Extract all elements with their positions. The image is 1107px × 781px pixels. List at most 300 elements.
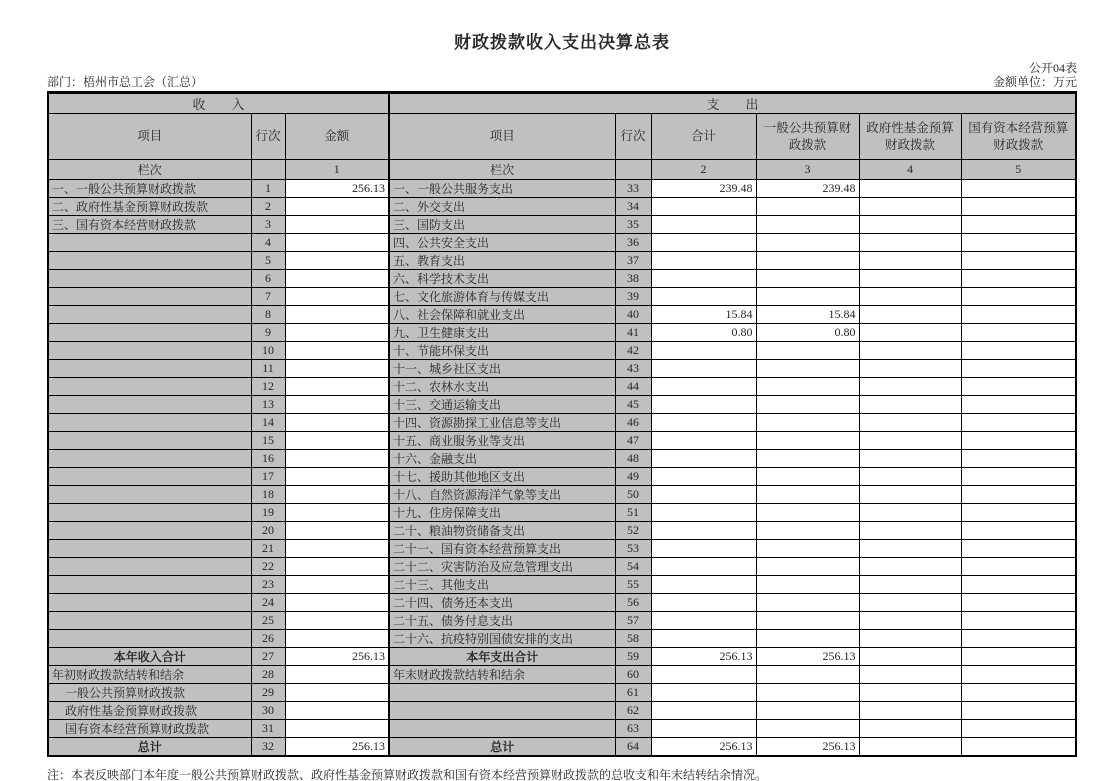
income-item-cell xyxy=(48,234,251,252)
income-amount-cell xyxy=(285,324,389,342)
expense-total-cell xyxy=(651,486,756,504)
expense-item-header: 项目 xyxy=(389,114,615,160)
expense-total-cell xyxy=(651,198,756,216)
expense-item-cell: 二十一、国有资本经营预算支出 xyxy=(389,540,615,558)
expense-general-budget-cell xyxy=(756,720,859,738)
column-header-row xyxy=(48,114,1076,160)
table-note: 注：本表反映部门本年度一般公共预算财政拨款、政府性基金预算财政拨款和国有资本经营预算财政拨款的总收支和年末结转结余情况。 xyxy=(47,768,768,781)
income-item-cell xyxy=(48,270,251,288)
expense-lanci-col4: 4 xyxy=(859,160,961,180)
expense-item-cell: 十七、援助其他地区支出 xyxy=(389,468,615,486)
meta-row xyxy=(47,75,1077,92)
expense-general-budget-cell xyxy=(756,234,859,252)
income-rowno-cell: 5 xyxy=(251,252,285,270)
expense-general-budget-header: 一般公共预算财政拨款 xyxy=(756,114,859,160)
expense-rowno-cell: 35 xyxy=(615,216,651,234)
expense-gov-fund-cell xyxy=(859,468,961,486)
expense-general-budget-cell xyxy=(756,288,859,306)
table-row xyxy=(48,378,1076,396)
income-item-cell: 政府性基金预算财政拨款 xyxy=(48,702,251,720)
income-amount-cell xyxy=(285,450,389,468)
expense-rowno-cell: 52 xyxy=(615,522,651,540)
income-item-header: 项目 xyxy=(48,114,251,160)
table-row xyxy=(48,342,1076,360)
income-rowno-header: 行次 xyxy=(251,114,285,160)
expense-gov-fund-cell xyxy=(859,504,961,522)
income-rowno-cell: 1 xyxy=(251,180,285,198)
expense-total-cell xyxy=(651,378,756,396)
income-item-cell: 国有资本经营预算财政拨款 xyxy=(48,720,251,738)
expense-state-capital-cell xyxy=(961,630,1076,648)
income-item-cell xyxy=(48,324,251,342)
expense-general-budget-cell xyxy=(756,468,859,486)
expense-gov-fund-cell xyxy=(859,486,961,504)
table-row xyxy=(48,720,1076,738)
income-amount-cell xyxy=(285,540,389,558)
expense-gov-fund-cell xyxy=(859,342,961,360)
expense-rowno-header: 行次 xyxy=(615,114,651,160)
expense-state-capital-cell xyxy=(961,684,1076,702)
expense-total-cell xyxy=(651,576,756,594)
income-item-cell xyxy=(48,630,251,648)
income-amount-cell xyxy=(285,702,389,720)
income-amount-cell xyxy=(285,612,389,630)
income-item-cell xyxy=(48,612,251,630)
expense-total-cell xyxy=(651,414,756,432)
expense-gov-fund-cell xyxy=(859,522,961,540)
expense-rowno-cell: 53 xyxy=(615,540,651,558)
income-rowno-cell: 24 xyxy=(251,594,285,612)
expense-rowno-cell: 40 xyxy=(615,306,651,324)
expense-state-capital-cell xyxy=(961,558,1076,576)
expense-gov-fund-cell xyxy=(859,270,961,288)
income-amount-cell xyxy=(285,198,389,216)
table-row xyxy=(48,468,1076,486)
income-rowno-cell: 27 xyxy=(251,648,285,666)
expense-total-cell xyxy=(651,396,756,414)
income-amount-cell xyxy=(285,216,389,234)
income-rowno-cell: 4 xyxy=(251,234,285,252)
table-row xyxy=(48,432,1076,450)
expense-rowno-cell: 54 xyxy=(615,558,651,576)
expense-rowno-cell: 62 xyxy=(615,702,651,720)
expense-item-cell: 十六、金融支出 xyxy=(389,450,615,468)
expense-state-capital-cell xyxy=(961,594,1076,612)
income-item-cell xyxy=(48,540,251,558)
expense-general-budget-cell xyxy=(756,432,859,450)
expense-item-cell: 五、教育支出 xyxy=(389,252,615,270)
expense-general-budget-cell xyxy=(756,630,859,648)
expense-general-budget-cell: 256.13 xyxy=(756,738,859,757)
expense-item-cell: 十、节能环保支出 xyxy=(389,342,615,360)
table-row xyxy=(48,414,1076,432)
income-rowno-cell: 15 xyxy=(251,432,285,450)
expense-item-cell: 二十二、灾害防治及应急管理支出 xyxy=(389,558,615,576)
income-rowno-cell: 20 xyxy=(251,522,285,540)
income-lanci-rowno xyxy=(251,160,285,180)
expense-gov-fund-cell xyxy=(859,432,961,450)
expense-item-cell: 二十六、抗疫特别国债安排的支出 xyxy=(389,630,615,648)
expense-general-budget-cell xyxy=(756,198,859,216)
expense-item-cell: 四、公共安全支出 xyxy=(389,234,615,252)
expense-item-cell: 一、一般公共服务支出 xyxy=(389,180,615,198)
income-amount-cell xyxy=(285,594,389,612)
table-row xyxy=(48,396,1076,414)
income-item-cell xyxy=(48,288,251,306)
expense-general-budget-cell xyxy=(756,270,859,288)
expense-gov-fund-cell xyxy=(859,180,961,198)
income-amount-cell xyxy=(285,486,389,504)
table-row xyxy=(48,702,1076,720)
expense-gov-fund-cell xyxy=(859,612,961,630)
expense-item-cell xyxy=(389,720,615,738)
expense-state-capital-cell xyxy=(961,234,1076,252)
expense-state-capital-cell xyxy=(961,612,1076,630)
income-rowno-cell: 28 xyxy=(251,666,285,684)
table-row xyxy=(48,684,1076,702)
expense-total-cell: 256.13 xyxy=(651,738,756,757)
income-rowno-cell: 2 xyxy=(251,198,285,216)
income-amount-cell xyxy=(285,558,389,576)
expense-total-cell xyxy=(651,504,756,522)
expense-state-capital-cell xyxy=(961,378,1076,396)
income-rowno-cell: 14 xyxy=(251,414,285,432)
expense-lanci-col2: 2 xyxy=(651,160,756,180)
expense-total-cell xyxy=(651,522,756,540)
income-rowno-cell: 22 xyxy=(251,558,285,576)
income-amount-header: 金额 xyxy=(285,114,389,160)
income-rowno-cell: 21 xyxy=(251,540,285,558)
expense-rowno-cell: 59 xyxy=(615,648,651,666)
income-item-cell xyxy=(48,594,251,612)
expense-item-cell: 二十三、其他支出 xyxy=(389,576,615,594)
table-row xyxy=(48,522,1076,540)
income-lanci-col1: 1 xyxy=(285,160,389,180)
expense-total-cell xyxy=(651,234,756,252)
table-row xyxy=(48,630,1076,648)
expense-general-budget-cell xyxy=(756,378,859,396)
expense-total-cell xyxy=(651,288,756,306)
expense-gov-fund-cell xyxy=(859,594,961,612)
table-row xyxy=(48,558,1076,576)
income-item-cell: 一般公共预算财政拨款 xyxy=(48,684,251,702)
expense-state-capital-cell xyxy=(961,270,1076,288)
expense-gov-fund-cell xyxy=(859,720,961,738)
expense-general-budget-cell xyxy=(756,216,859,234)
income-rowno-cell: 31 xyxy=(251,720,285,738)
income-amount-cell xyxy=(285,378,389,396)
expense-item-cell: 二十、粮油物资储备支出 xyxy=(389,522,615,540)
expense-gov-fund-cell xyxy=(859,216,961,234)
expense-gov-fund-cell xyxy=(859,576,961,594)
expense-rowno-cell: 47 xyxy=(615,432,651,450)
income-item-cell xyxy=(48,432,251,450)
expense-general-budget-cell xyxy=(756,450,859,468)
expense-general-budget-cell xyxy=(756,504,859,522)
expense-item-cell: 十三、交通运输支出 xyxy=(389,396,615,414)
income-amount-cell: 256.13 xyxy=(285,738,389,757)
expense-total-cell xyxy=(651,468,756,486)
income-rowno-cell: 13 xyxy=(251,396,285,414)
expense-rowno-cell: 60 xyxy=(615,666,651,684)
income-item-cell xyxy=(48,414,251,432)
expense-general-budget-cell xyxy=(756,576,859,594)
expense-item-cell: 本年支出合计 xyxy=(389,648,615,666)
expense-general-budget-cell xyxy=(756,594,859,612)
expense-item-cell: 二十四、债务还本支出 xyxy=(389,594,615,612)
expense-item-cell: 二十五、债务付息支出 xyxy=(389,612,615,630)
expense-total-cell xyxy=(651,594,756,612)
expense-gov-fund-cell xyxy=(859,288,961,306)
expense-gov-fund-cell xyxy=(859,540,961,558)
income-amount-cell xyxy=(285,432,389,450)
expense-rowno-cell: 36 xyxy=(615,234,651,252)
expense-lanci-col3: 3 xyxy=(756,160,859,180)
expense-item-cell: 三、国防支出 xyxy=(389,216,615,234)
expense-total-cell xyxy=(651,684,756,702)
table-row xyxy=(48,180,1076,198)
expense-rowno-cell: 57 xyxy=(615,612,651,630)
expense-state-capital-cell xyxy=(961,666,1076,684)
income-amount-cell xyxy=(285,342,389,360)
expense-state-capital-cell xyxy=(961,216,1076,234)
income-rowno-cell: 32 xyxy=(251,738,285,757)
expense-gov-fund-cell xyxy=(859,234,961,252)
income-item-cell: 本年收入合计 xyxy=(48,648,251,666)
expense-total-cell xyxy=(651,666,756,684)
expense-state-capital-cell xyxy=(961,360,1076,378)
expense-general-budget-cell xyxy=(756,360,859,378)
table-row xyxy=(48,450,1076,468)
income-item-cell xyxy=(48,378,251,396)
expense-general-budget-cell xyxy=(756,342,859,360)
page-title: 财政拨款收入支出决算总表 xyxy=(454,33,670,52)
expense-state-capital-cell xyxy=(961,504,1076,522)
expense-item-cell: 十八、自然资源海洋气象等支出 xyxy=(389,486,615,504)
table-row xyxy=(48,252,1076,270)
expense-total-cell xyxy=(651,252,756,270)
income-item-cell: 二、政府性基金预算财政拨款 xyxy=(48,198,251,216)
expense-rowno-cell: 56 xyxy=(615,594,651,612)
expense-total-cell xyxy=(651,612,756,630)
expense-total-cell xyxy=(651,342,756,360)
table-row xyxy=(48,504,1076,522)
table-row xyxy=(48,198,1076,216)
expense-general-budget-cell: 256.13 xyxy=(756,648,859,666)
expense-general-budget-cell: 15.84 xyxy=(756,306,859,324)
expense-item-cell xyxy=(389,702,615,720)
income-rowno-cell: 30 xyxy=(251,702,285,720)
expense-state-capital-cell xyxy=(961,324,1076,342)
income-amount-cell xyxy=(285,252,389,270)
expense-gov-fund-cell xyxy=(859,306,961,324)
income-item-cell xyxy=(48,486,251,504)
income-rowno-cell: 11 xyxy=(251,360,285,378)
expense-state-capital-cell xyxy=(961,486,1076,504)
income-item-cell: 总计 xyxy=(48,738,251,757)
income-amount-cell xyxy=(285,270,389,288)
table-row xyxy=(48,360,1076,378)
expense-lanci-col5: 5 xyxy=(961,160,1076,180)
expense-rowno-cell: 55 xyxy=(615,576,651,594)
income-amount-cell xyxy=(285,522,389,540)
expense-general-budget-cell xyxy=(756,396,859,414)
expense-rowno-cell: 49 xyxy=(615,468,651,486)
income-item-cell: 三、国有资本经营财政拨款 xyxy=(48,216,251,234)
expense-state-capital-cell xyxy=(961,396,1076,414)
income-item-cell xyxy=(48,306,251,324)
expense-gov-fund-cell xyxy=(859,378,961,396)
expense-total-cell xyxy=(651,630,756,648)
expense-item-cell: 六、科学技术支出 xyxy=(389,270,615,288)
expense-total-cell: 239.48 xyxy=(651,180,756,198)
income-amount-cell xyxy=(285,360,389,378)
expense-gov-fund-cell xyxy=(859,450,961,468)
income-item-cell xyxy=(48,450,251,468)
expense-rowno-cell: 64 xyxy=(615,738,651,757)
expense-state-capital-cell xyxy=(961,252,1076,270)
expense-gov-fund-cell xyxy=(859,648,961,666)
expense-total-cell xyxy=(651,702,756,720)
expense-rowno-cell: 44 xyxy=(615,378,651,396)
expense-total-cell xyxy=(651,558,756,576)
income-item-cell xyxy=(48,468,251,486)
expense-rowno-cell: 48 xyxy=(615,450,651,468)
income-item-cell xyxy=(48,252,251,270)
expense-rowno-cell: 43 xyxy=(615,360,651,378)
expense-state-capital-cell xyxy=(961,450,1076,468)
expense-rowno-cell: 41 xyxy=(615,324,651,342)
table-row xyxy=(48,738,1076,757)
expense-gov-fund-header: 政府性基金预算财政拨款 xyxy=(859,114,961,160)
income-rowno-cell: 18 xyxy=(251,486,285,504)
income-rowno-cell: 26 xyxy=(251,630,285,648)
expense-state-capital-cell xyxy=(961,288,1076,306)
expense-item-cell: 十一、城乡社区支出 xyxy=(389,360,615,378)
expense-general-budget-cell xyxy=(756,612,859,630)
expense-lanci-label: 栏次 xyxy=(389,160,615,180)
expense-rowno-cell: 63 xyxy=(615,720,651,738)
unit-label: 金额单位：万元 xyxy=(992,75,1077,89)
income-amount-cell: 256.13 xyxy=(285,648,389,666)
income-amount-cell xyxy=(285,306,389,324)
expense-rowno-cell: 42 xyxy=(615,342,651,360)
table-row xyxy=(48,540,1076,558)
fiscal-summary-table xyxy=(47,92,1077,757)
income-amount-cell xyxy=(285,666,389,684)
expense-item-cell: 七、文化旅游体育与传媒支出 xyxy=(389,288,615,306)
expense-general-budget-cell xyxy=(756,558,859,576)
income-rowno-cell: 19 xyxy=(251,504,285,522)
expense-rowno-cell: 46 xyxy=(615,414,651,432)
table-row xyxy=(48,324,1076,342)
income-amount-cell xyxy=(285,504,389,522)
expense-general-budget-cell xyxy=(756,540,859,558)
expense-item-cell: 八、社会保障和就业支出 xyxy=(389,306,615,324)
table-row xyxy=(48,666,1076,684)
expense-gov-fund-cell xyxy=(859,666,961,684)
table-row xyxy=(48,288,1076,306)
expense-general-budget-cell xyxy=(756,414,859,432)
expense-item-cell: 总计 xyxy=(389,738,615,757)
expense-gov-fund-cell xyxy=(859,738,961,757)
income-rowno-cell: 16 xyxy=(251,450,285,468)
expense-rowno-cell: 50 xyxy=(615,486,651,504)
income-amount-cell xyxy=(285,414,389,432)
expense-state-capital-cell xyxy=(961,540,1076,558)
report-sheet xyxy=(47,32,1077,781)
column-index-row xyxy=(48,160,1076,180)
expense-item-cell: 二、外交支出 xyxy=(389,198,615,216)
expense-general-budget-cell: 239.48 xyxy=(756,180,859,198)
income-rowno-cell: 12 xyxy=(251,378,285,396)
income-item-cell xyxy=(48,522,251,540)
expense-state-capital-cell xyxy=(961,198,1076,216)
income-rowno-cell: 25 xyxy=(251,612,285,630)
income-item-cell: 年初财政拨款结转和结余 xyxy=(48,666,251,684)
expense-total-cell xyxy=(651,360,756,378)
expense-rowno-cell: 61 xyxy=(615,684,651,702)
expense-gov-fund-cell xyxy=(859,198,961,216)
expense-state-capital-cell xyxy=(961,432,1076,450)
expense-state-capital-cell xyxy=(961,576,1076,594)
expense-rowno-cell: 37 xyxy=(615,252,651,270)
table-body xyxy=(48,180,1076,757)
expense-item-cell: 十九、住房保障支出 xyxy=(389,504,615,522)
expense-state-capital-cell xyxy=(961,468,1076,486)
table-row xyxy=(48,270,1076,288)
table-row xyxy=(48,594,1076,612)
income-item-cell xyxy=(48,360,251,378)
expense-item-cell: 九、卫生健康支出 xyxy=(389,324,615,342)
expense-total-cell xyxy=(651,270,756,288)
expense-item-cell: 年末财政拨款结转和结余 xyxy=(389,666,615,684)
income-rowno-cell: 29 xyxy=(251,684,285,702)
expense-item-cell: 十四、资源勘探工业信息等支出 xyxy=(389,414,615,432)
expense-state-capital-cell xyxy=(961,720,1076,738)
expense-rowno-cell: 33 xyxy=(615,180,651,198)
expense-gov-fund-cell xyxy=(859,360,961,378)
income-rowno-cell: 8 xyxy=(251,306,285,324)
expense-rowno-cell: 51 xyxy=(615,504,651,522)
expense-total-header: 合计 xyxy=(651,114,756,160)
expense-general-budget-cell xyxy=(756,702,859,720)
expense-general-budget-cell xyxy=(756,666,859,684)
income-amount-cell xyxy=(285,576,389,594)
income-rowno-cell: 7 xyxy=(251,288,285,306)
income-amount-cell xyxy=(285,630,389,648)
expense-total-cell: 15.84 xyxy=(651,306,756,324)
income-section-header: 收 入 xyxy=(48,93,389,114)
expense-rowno-cell: 58 xyxy=(615,630,651,648)
income-lanci-label: 栏次 xyxy=(48,160,251,180)
expense-general-budget-cell xyxy=(756,684,859,702)
income-rowno-cell: 3 xyxy=(251,216,285,234)
income-item-cell xyxy=(48,342,251,360)
expense-state-capital-cell xyxy=(961,648,1076,666)
expense-total-cell xyxy=(651,216,756,234)
expense-section-header: 支 出 xyxy=(389,93,1076,114)
department-label: 部门：梧州市总工会（汇总） xyxy=(47,75,204,89)
table-row xyxy=(48,486,1076,504)
expense-state-capital-cell xyxy=(961,306,1076,324)
expense-gov-fund-cell xyxy=(859,414,961,432)
income-amount-cell xyxy=(285,720,389,738)
table-row xyxy=(48,216,1076,234)
income-item-cell xyxy=(48,558,251,576)
expense-total-cell xyxy=(651,450,756,468)
table-row xyxy=(48,234,1076,252)
